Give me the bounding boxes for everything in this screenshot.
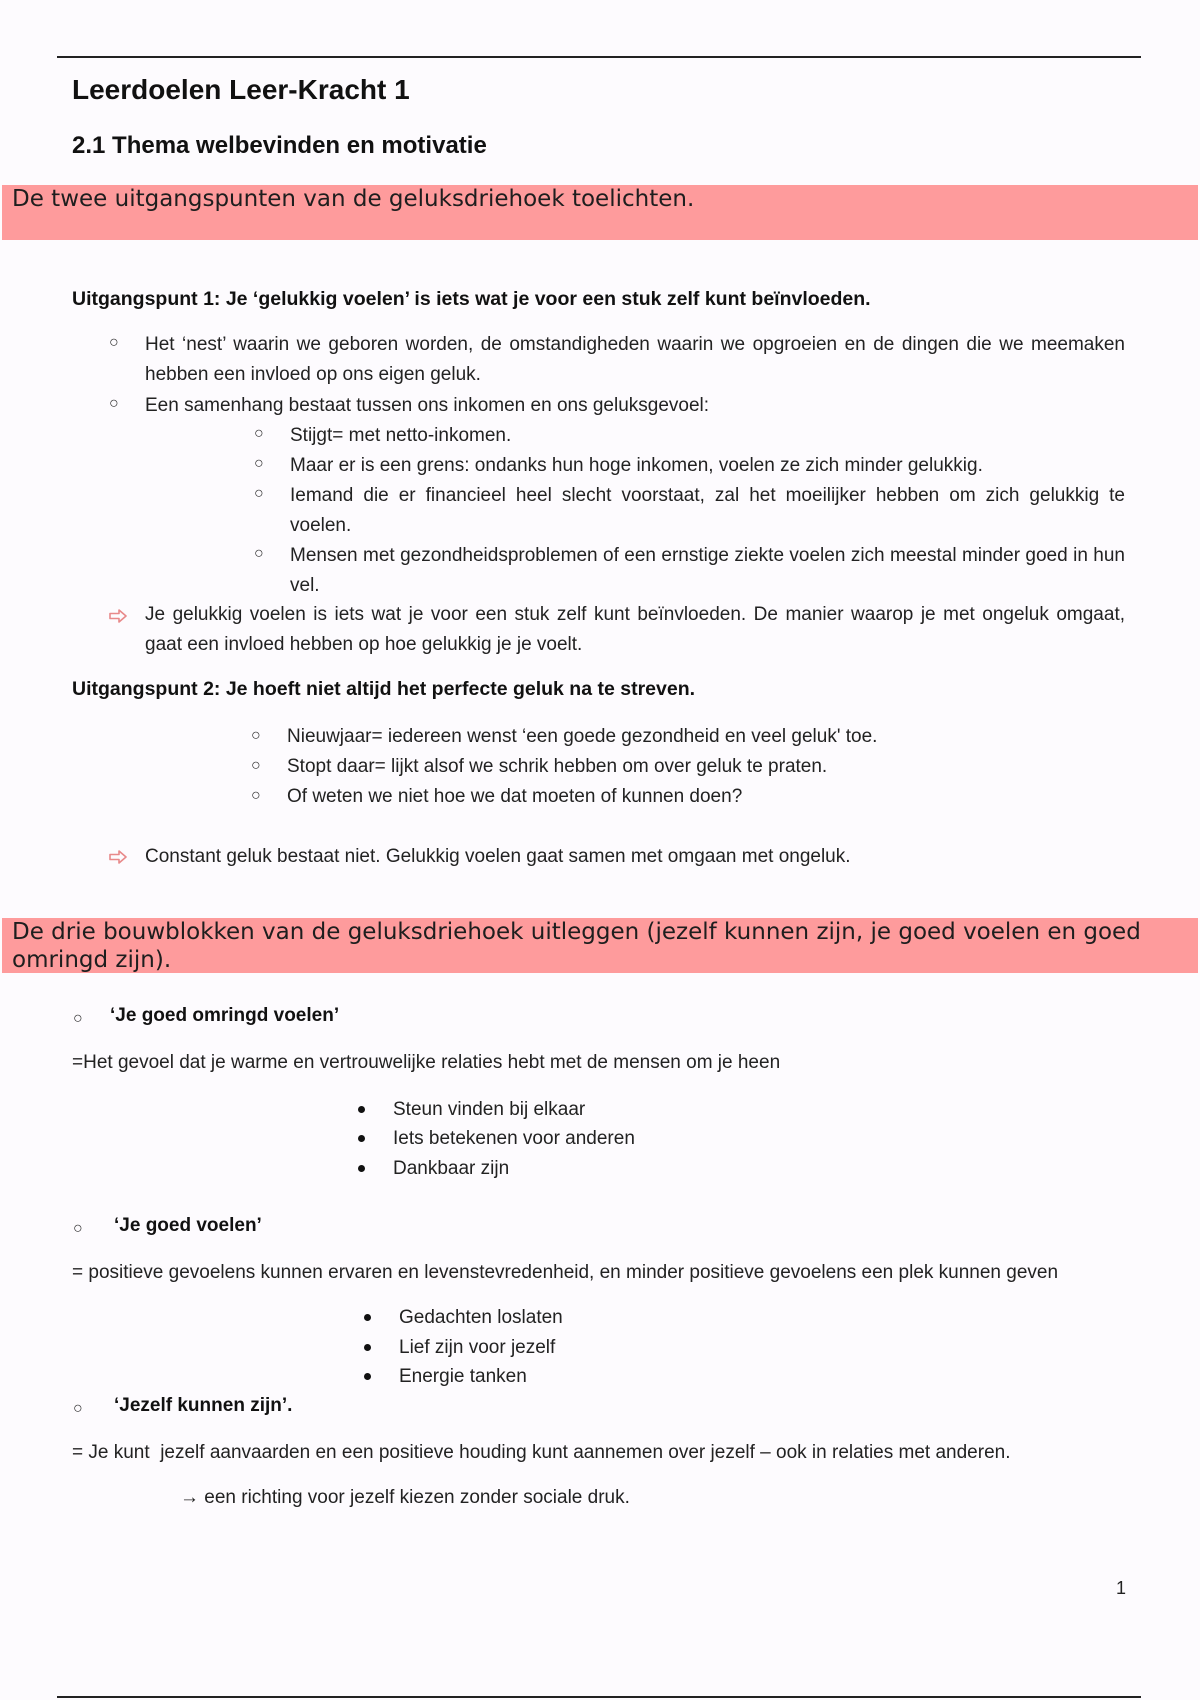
point2-item-3: Of weten we niet hoe we dat moeten of kunnen doen? bbox=[287, 786, 743, 807]
block1-title: ‘Je goed omringd voelen’ bbox=[110, 1005, 340, 1026]
point1-item-2: Een samenhang bestaat tussen ons inkomen en ons geluksgevoel: bbox=[145, 395, 710, 416]
black-dot-icon bbox=[364, 1314, 371, 1321]
black-dot-icon bbox=[358, 1106, 365, 1113]
white-circle-icon: ○ bbox=[73, 1010, 83, 1027]
bottom-rule bbox=[57, 1696, 1141, 1698]
block3-title: ‘Jezelf kunnen zijn’. bbox=[114, 1395, 293, 1416]
point1-conclusion: Je gelukkig voelen is iets wat je voor een stuk zelf kunt beïnvloeden. De manier waarop je met ongeluk omgaat, gaat een invloed hebben op hoe gelukkig je je voelt. bbox=[145, 604, 1125, 655]
block2-bullet-3: Energie tanken bbox=[399, 1366, 527, 1387]
black-dot-icon bbox=[364, 1344, 371, 1351]
white-circle-icon: ○ bbox=[254, 455, 264, 472]
white-circle-icon: ○ bbox=[251, 787, 261, 804]
white-circle-icon: ○ bbox=[73, 1400, 83, 1417]
point2-conclusion: Constant geluk bestaat niet. Gelukkig voelen gaat samen met omgaan met ongeluk. bbox=[145, 846, 851, 867]
black-dot-icon bbox=[358, 1165, 365, 1172]
white-circle-icon: ○ bbox=[109, 395, 119, 412]
white-circle-icon: ○ bbox=[251, 727, 261, 744]
white-circle-icon: ○ bbox=[109, 334, 119, 351]
block1-bullet-1: Steun vinden bij elkaar bbox=[393, 1099, 586, 1120]
outlined-arrow-icon bbox=[109, 609, 127, 623]
block1-bullet-3: Dankbaar zijn bbox=[393, 1158, 510, 1179]
block2-title: ‘Je goed voelen’ bbox=[114, 1215, 262, 1236]
white-circle-icon: ○ bbox=[254, 485, 264, 502]
white-circle-icon: ○ bbox=[254, 545, 264, 562]
point1-subitem-1: Stijgt= met netto-inkomen. bbox=[290, 425, 512, 446]
section1-heading: De twee uitgangspunten van de geluksdriehoek toelichten. bbox=[2, 185, 1198, 240]
point1-heading: Uitgangspunt 1: Je ‘gelukkig voelen’ is iets wat je voor een stuk zelf kunt beïnvloeden. bbox=[72, 288, 871, 310]
block2-bullet-2: Lief zijn voor jezelf bbox=[399, 1337, 556, 1358]
outlined-arrow-icon bbox=[109, 850, 127, 864]
black-dot-icon bbox=[364, 1373, 371, 1380]
point1-subitem-2: Maar er is een grens: ondanks hun hoge inkomen, voelen ze zich minder gelukkig. bbox=[290, 455, 983, 476]
block1-bullet-2: Iets betekenen voor anderen bbox=[393, 1128, 635, 1149]
white-circle-icon: ○ bbox=[251, 757, 261, 774]
point1-subitem-3: Iemand die er financieel heel slecht voorstaat, zal het moeilijker hebben om zich gelukkig te voelen. bbox=[290, 485, 1125, 536]
top-rule bbox=[57, 56, 1141, 58]
block3-note: → een richting voor jezelf kiezen zonder sociale druk. bbox=[180, 1487, 630, 1508]
doc-subtitle: 2.1 Thema welbevinden en motivatie bbox=[72, 132, 487, 159]
block3-definition: = Je kunt jezelf aanvaarden en een positieve houding kunt aannemen over jezelf – ook in relaties met anderen. bbox=[72, 1442, 1011, 1463]
point2-heading: Uitgangspunt 2: Je hoeft niet altijd het perfecte geluk na te streven. bbox=[72, 678, 696, 700]
point2-item-2: Stopt daar= lijkt alsof we schrik hebben om over geluk te praten. bbox=[287, 756, 828, 777]
point2-item-1: Nieuwjaar= iedereen wenst ‘een goede gezondheid en veel geluk' toe. bbox=[287, 726, 878, 747]
white-circle-icon: ○ bbox=[73, 1220, 83, 1237]
block1-definition: =Het gevoel dat je warme en vertrouwelijke relaties hebt met de mensen om je heen bbox=[72, 1052, 781, 1073]
block2-bullet-1: Gedachten loslaten bbox=[399, 1307, 563, 1328]
page-number: 1 bbox=[1116, 1578, 1127, 1598]
point1-item-1: Het ‘nest’ waarin we geboren worden, de omstandigheden waarin we opgroeien en de dingen die we meemaken hebben een invloed op ons eigen geluk. bbox=[145, 334, 1125, 385]
black-dot-icon bbox=[358, 1135, 365, 1142]
white-circle-icon: ○ bbox=[254, 425, 264, 442]
point1-subitem-4: Mensen met gezondheidsproblemen of een ernstige ziekte voelen zich meestal minder goed in hun vel. bbox=[290, 545, 1125, 596]
section2-heading: De drie bouwblokken van de geluksdriehoek uitleggen (jezelf kunnen zijn, je goed voelen en goed omringd zijn). bbox=[2, 918, 1198, 973]
block2-definition: = positieve gevoelens kunnen ervaren en levenstevredenheid, en minder positieve gevoelens een plek kunnen geven bbox=[72, 1262, 1059, 1283]
doc-title: Leerdoelen Leer-Kracht 1 bbox=[72, 74, 410, 105]
